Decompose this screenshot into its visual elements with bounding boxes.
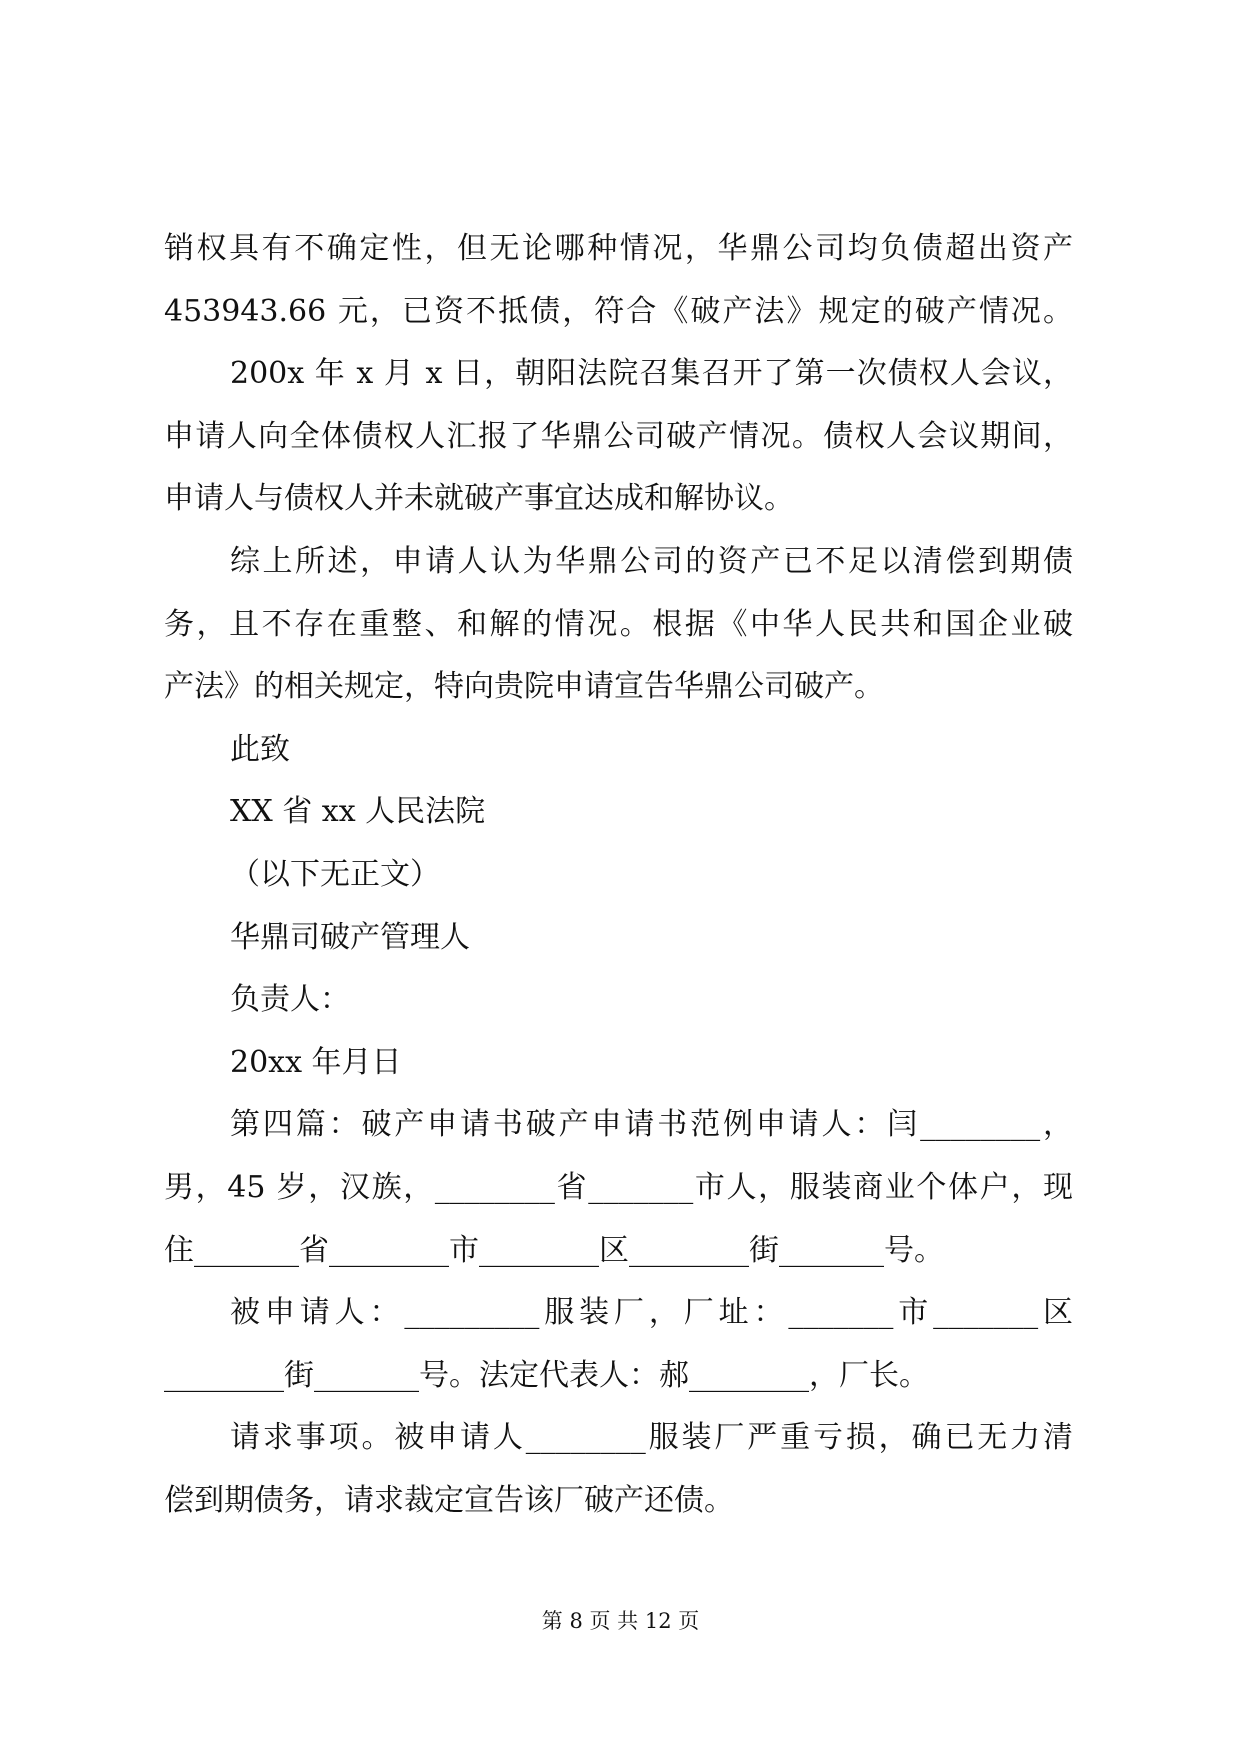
text-line: XX 省 xx 人民法院	[230, 794, 486, 830]
page-footer: 第 8 页 共 12 页	[541, 1609, 700, 1633]
text-line: 住_______省________市________区________街_______号。	[164, 1232, 944, 1268]
text-line: 华鼎司破产管理人	[230, 919, 470, 955]
text-line: 200x 年 x 月 x 日，朝阳法院召集召开了第一次债权人会议，	[230, 356, 1073, 392]
text-line: 第四篇：破产申请书破产申请书范例申请人：闫________，	[230, 1107, 1073, 1143]
text-line: （以下无正文）	[230, 857, 440, 892]
text-line: 偿到期债务，请求裁定宣告该厂破产还债。	[164, 1483, 734, 1518]
text-line: 被申请人：_________服装厂，厂址：_______市_______区	[230, 1295, 1073, 1331]
text-line: 申请人向全体债权人汇报了华鼎公司破产情况。债权人会议期间，	[164, 418, 1073, 454]
text-line: 男，45 岁，汉族，________省_______市人，服装商业个体户，现	[164, 1170, 1073, 1205]
text-line: 此致	[230, 731, 290, 767]
text-line: 453943.66 元，已资不抵债，符合《破产法》规定的破产情况。	[164, 293, 1073, 329]
text-line: 销权具有不确定性，但无论哪种情况，华鼎公司均负债超出资产	[164, 231, 1073, 266]
text-line: 请求事项。被申请人________服装厂严重亏损，确已无力清	[230, 1420, 1073, 1456]
text-line: 务，且不存在重整、和解的情况。根据《中华人民共和国企业破	[164, 606, 1073, 642]
text-line: 20xx 年月日	[230, 1044, 402, 1080]
text-line: 综上所述，申请人认为华鼎公司的资产已不足以清偿到期债	[230, 544, 1073, 579]
text-line: 负责人：	[230, 982, 350, 1018]
text-line: 申请人与债权人并未就破产事宜达成和解协议。	[164, 481, 794, 517]
text-line: 产法》的相关规定，特向贵院申请宣告华鼎公司破产。	[164, 669, 884, 705]
text-line: ________街_______号。法定代表人：郝________，厂长。	[164, 1357, 929, 1393]
